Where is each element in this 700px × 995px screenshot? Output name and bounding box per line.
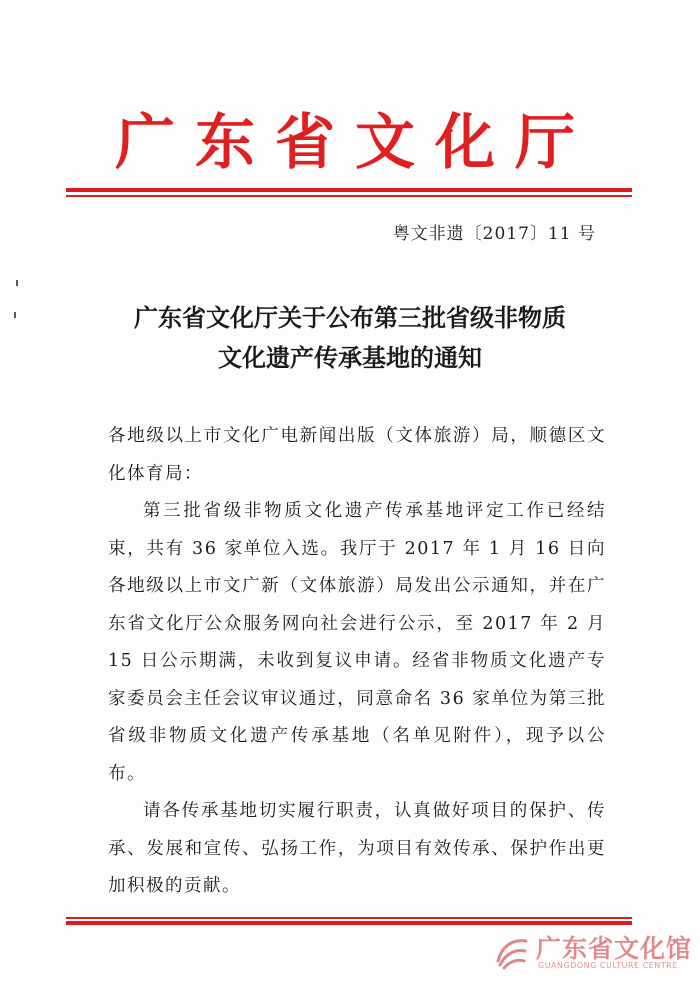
- header-rule-thin: [66, 195, 632, 197]
- salutation: 各地级以上市文化广电新闻出版（文体旅游）局，顺德区文化体育局：: [108, 426, 606, 484]
- header-rule-thick: [66, 188, 632, 192]
- body-paragraph-2: 请各传承基地切实履行职责，认真做好项目的保护、传承、发展和宣传、弘扬工作，为项目有效传承、保护作出更加积极的贡献。: [108, 801, 606, 896]
- document-number: 粤文非遗〔2017〕11 号: [392, 224, 596, 244]
- notice-body: [108, 418, 606, 906]
- masthead-organization: 广东省文化厅: [115, 108, 595, 178]
- watermark: [488, 905, 698, 980]
- watermark-name: 广东省文化馆: [536, 934, 693, 963]
- notice-title: [0, 298, 700, 378]
- scan-edge-mark: [16, 280, 18, 286]
- watermark-subtitle: GUANGDONG CULTURE CENTRE: [538, 961, 678, 970]
- notice-title-line2: 文化遗产传承基地的通知: [218, 343, 482, 372]
- notice-title-line1: 广东省文化厅关于公布第三批省级非物质: [134, 303, 566, 332]
- body-paragraph-1: 第三批省级非物质文化遗产传承基地评定工作已经结束，共有 36 家单位入选。我厅于 2017 年 1 月 16 日向各地级以上市文广新（文体旅游）局发出公示通知，并在广东省文化厅公众服务网向社会进行公示，至 2017 年 2 月 15 日公示期满，未收到复议申请。经省非物质文化遗产专家委员会主任会议审议通过，同意命名 36 家单位为第三批省级非物质文化遗产传承基地（名单见附件），现予以公布。: [108, 501, 606, 784]
- culture-centre-logo-icon: [492, 931, 532, 971]
